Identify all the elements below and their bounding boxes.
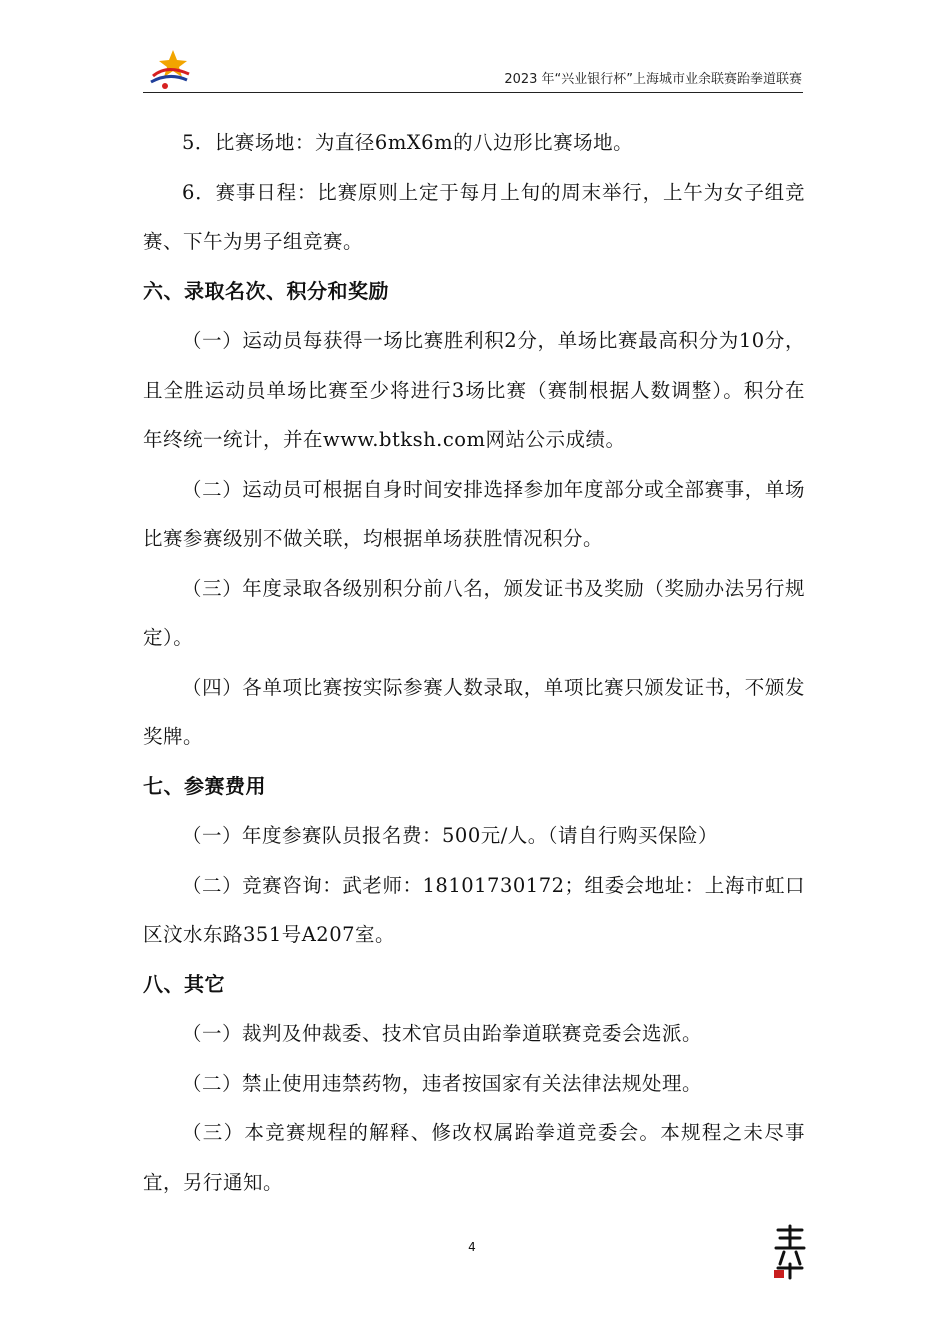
paragraph-referees: （一）裁判及仲裁委、技术官员由跆拳道联赛竞委会选派。: [182, 1022, 703, 1045]
header-divider: [143, 92, 803, 93]
paragraph-contact: （二）竞赛咨询：武老师：18101730172；组委会地址：上海市虹口区汶水东路351号A207室。: [143, 873, 805, 946]
paragraph-doping: （二）禁止使用违禁药物，违者按国家有关法律法规处理。: [182, 1071, 703, 1095]
paragraph-certificates: （四）各单项比赛按实际参赛人数录取，单项比赛只颁发证书，不颁发奖牌。: [143, 675, 805, 748]
calligraphy-seal: [770, 1224, 810, 1280]
paragraph-awards: （三）年度录取各级别积分前八名，颁发证书及奖励（奖励办法另行规定）。: [143, 576, 805, 649]
document-body: [143, 118, 805, 1207]
paragraph-schedule: 6．赛事日程：比赛原则上定于每月上旬的周末举行，上午为女子组竞赛、下午为男子组竞赛。: [143, 180, 805, 253]
page-number: 4: [468, 1240, 476, 1254]
section-heading-six: 六、录取名次、积分和奖励: [143, 278, 389, 303]
paragraph-venue: 5．比赛场地：为直径6mX6m的八边形比赛场地。: [182, 131, 634, 154]
paragraph-fee: （一）年度参赛队员报名费：500元/人。（请自行购买保险）: [182, 824, 719, 847]
paragraph-participation: （二）运动员可根据自身时间安排选择参加年度部分或全部赛事，单场比赛参赛级别不做关联，均根据单场获胜情况积分。: [143, 477, 805, 550]
games-logo: [143, 46, 195, 96]
paragraph-scoring: （一）运动员每获得一场比赛胜利积2分，单场比赛最高积分为10分，且全胜运动员单场比赛至少将进行3场比赛（赛制根据人数调整）。积分在年终统一统计，并在www.btksh.com网站公示成绩。: [143, 329, 805, 451]
section-heading-eight: 八、其它: [143, 971, 225, 996]
section-heading-seven: 七、参赛费用: [143, 773, 266, 798]
paragraph-interpretation: （三）本竞赛规程的解释、修改权属跆拳道竞委会。本规程之未尽事宜，另行通知。: [143, 1121, 805, 1194]
header-title: 2023 年“兴业银行杯”上海城市业余联赛跆拳道联赛: [504, 72, 802, 87]
